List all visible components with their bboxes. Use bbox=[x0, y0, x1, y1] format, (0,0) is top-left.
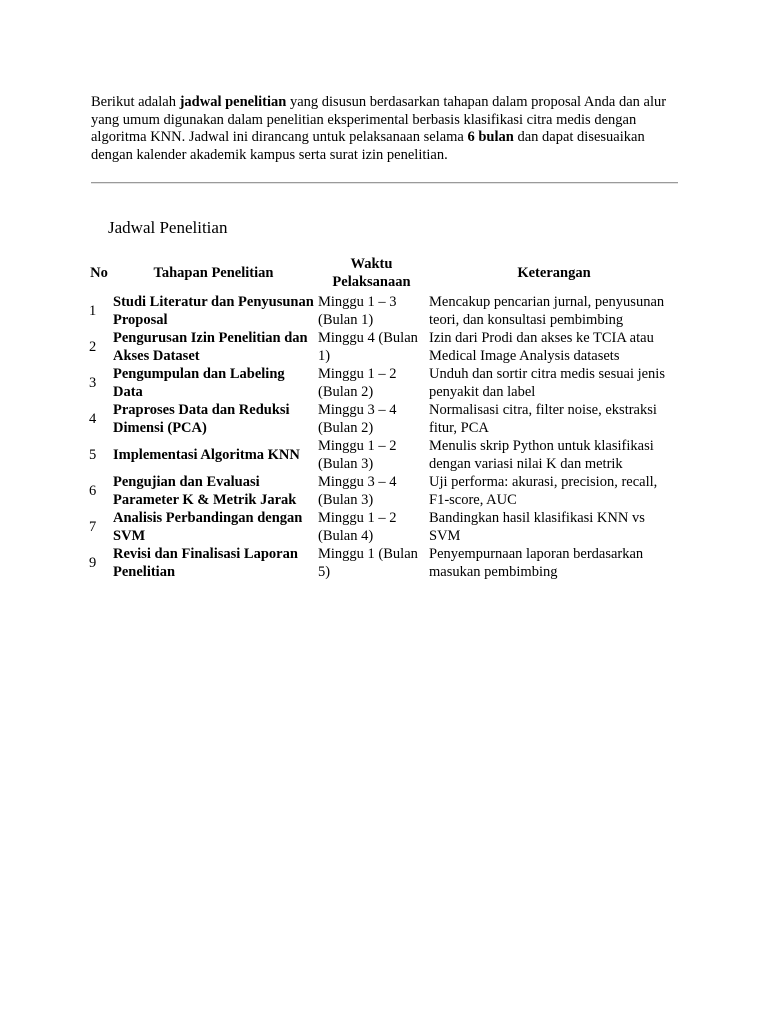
intro-bold-duration: 6 bulan bbox=[467, 129, 514, 145]
header-keterangan: Keterangan bbox=[517, 265, 591, 281]
intro-paragraph bbox=[91, 94, 679, 164]
row-time: Minggu 3 – 4 (Bulan 3) bbox=[318, 474, 397, 508]
intro-text-2: yang disusun berdasarkan tahapan dalam proposal Anda dan alur yang umum digunakan dalam penelitian eksperimental berbasis klasifikasi citra medis dengan algoritma KNN. Jadwal ini dirancang untuk pelaksanaan selama bbox=[91, 94, 667, 145]
row-description: Menulis skrip Python untuk klasifikasi dengan variasi nilai K dan metrik bbox=[429, 438, 654, 472]
intro-bold-jadwal: jadwal penelitian bbox=[179, 94, 287, 110]
row-number: 2 bbox=[89, 339, 97, 355]
section-heading: Jadwal Penelitian bbox=[108, 218, 228, 237]
row-time: Minggu 1 – 2 (Bulan 4) bbox=[318, 510, 397, 544]
schedule-table bbox=[87, 255, 681, 581]
table-row bbox=[87, 329, 681, 365]
table-row bbox=[87, 437, 681, 473]
table-row bbox=[87, 545, 681, 581]
table-row bbox=[87, 509, 681, 545]
row-description: Bandingkan hasil klasifikasi KNN vs SVM bbox=[429, 510, 645, 544]
table-row bbox=[87, 401, 681, 437]
row-stage: Studi Literatur dan Penyusunan Proposal bbox=[113, 294, 314, 328]
intro-text-1: Berikut adalah bbox=[91, 94, 180, 110]
row-number: 3 bbox=[89, 375, 97, 391]
row-time: Minggu 1 – 3 (Bulan 1) bbox=[318, 294, 397, 328]
row-description: Izin dari Prodi dan akses ke TCIA atau Medical Image Analysis datasets bbox=[429, 330, 654, 364]
row-stage: Pengurusan Izin Penelitian dan Akses Dataset bbox=[113, 330, 308, 364]
row-stage: Pengujian dan Evaluasi Parameter K & Metrik Jarak bbox=[113, 474, 297, 508]
row-number: 5 bbox=[89, 447, 97, 463]
row-description: Uji performa: akurasi, precision, recall, F1-score, AUC bbox=[429, 474, 658, 508]
row-stage: Revisi dan Finalisasi Laporan Penelitian bbox=[113, 546, 298, 580]
row-stage: Praproses Data dan Reduksi Dimensi (PCA) bbox=[113, 402, 290, 436]
table-header-row bbox=[87, 255, 681, 293]
header-waktu: Waktu Pelaksanaan bbox=[332, 256, 411, 290]
row-time: Minggu 3 – 4 (Bulan 2) bbox=[318, 402, 397, 436]
table-row bbox=[87, 365, 681, 401]
row-stage: Pengumpulan dan Labeling Data bbox=[113, 366, 285, 400]
row-description: Mencakup pencarian jurnal, penyusunan teori, dan konsultasi pembimbing bbox=[429, 294, 665, 328]
row-number: 9 bbox=[89, 555, 97, 571]
header-no: No bbox=[90, 265, 108, 281]
table-row bbox=[87, 473, 681, 509]
table-row bbox=[87, 293, 681, 329]
row-number: 6 bbox=[89, 483, 97, 499]
row-stage: Implementasi Algoritma KNN bbox=[113, 447, 300, 463]
row-number: 4 bbox=[89, 411, 97, 427]
row-description: Normalisasi citra, filter noise, ekstraksi fitur, PCA bbox=[429, 402, 657, 436]
row-number: 1 bbox=[89, 303, 97, 319]
row-description: Penyempurnaan laporan berdasarkan masukan pembimbing bbox=[429, 546, 644, 580]
intro-text-3: dan dapat disesuaikan dengan kalender akademik kampus serta surat izin penelitian. bbox=[91, 129, 645, 163]
row-description: Unduh dan sortir citra medis sesuai jenis penyakit dan label bbox=[429, 366, 665, 400]
row-time: Minggu 1 – 2 (Bulan 2) bbox=[318, 366, 397, 400]
row-stage: Analisis Perbandingan dengan SVM bbox=[113, 510, 303, 544]
row-number: 7 bbox=[89, 519, 97, 535]
header-tahapan: Tahapan Penelitian bbox=[153, 265, 274, 281]
horizontal-divider bbox=[91, 182, 678, 184]
row-time: Minggu 1 (Bulan 5) bbox=[318, 546, 418, 580]
row-time: Minggu 1 – 2 (Bulan 3) bbox=[318, 438, 397, 472]
row-time: Minggu 4 (Bulan 1) bbox=[318, 330, 418, 364]
